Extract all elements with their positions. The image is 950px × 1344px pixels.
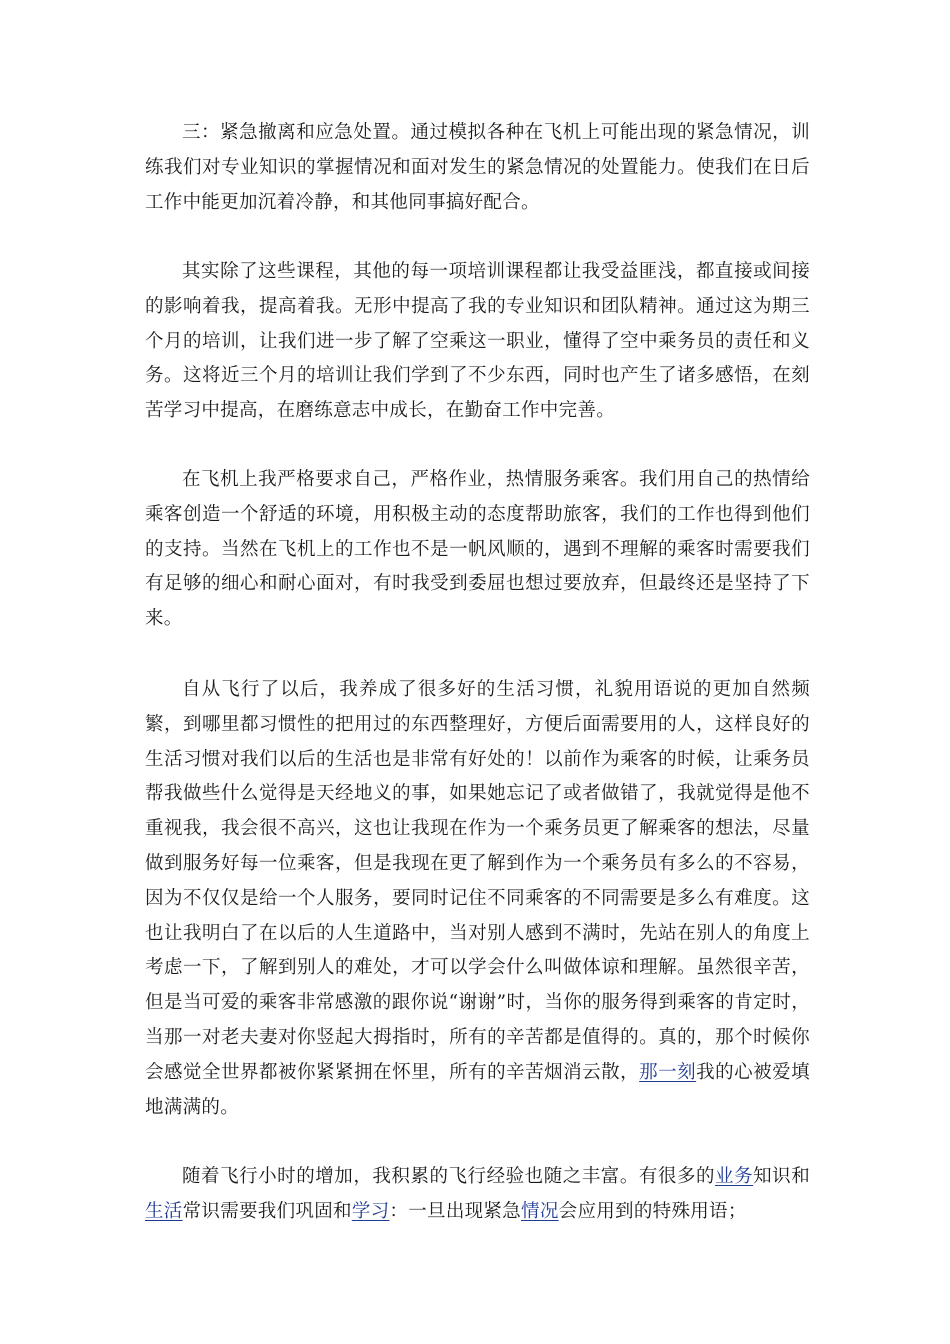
link-that-moment[interactable]: 那一刻 bbox=[639, 1061, 697, 1083]
paragraph-life-habits bbox=[145, 673, 810, 1125]
paragraph-text: 知识和 bbox=[753, 1166, 810, 1187]
link-situation[interactable]: 情况 bbox=[521, 1200, 559, 1222]
paragraph-text: 我的心被爱填地满满的。 bbox=[145, 1061, 810, 1118]
paragraph-emergency-evacuation: 三：紧急撤离和应急处置。通过模拟各种在飞机上可能出现的紧急情况，训练我们对专业知识的掌握情况和面对发生的紧急情况的处置能力。使我们在日后工作中能更加沉着冷静，和其他同事搞好配合。 bbox=[145, 122, 810, 213]
link-life[interactable]: 生活 bbox=[145, 1200, 183, 1222]
paragraph-text: 常识需要我们巩固和 bbox=[182, 1200, 352, 1222]
paragraph-flight-experience bbox=[145, 1160, 810, 1230]
link-study[interactable]: 学习 bbox=[351, 1200, 390, 1222]
link-business[interactable]: 业务 bbox=[715, 1166, 754, 1187]
paragraph-text: 会应用到的特殊用语； bbox=[558, 1200, 747, 1222]
paragraph-onboard-service: 在飞机上我严格要求自己，严格作业，热情服务乘客。我们用自己的热情给乘客创造一个舒适的环境，用积极主动的态度帮助旅客，我们的工作也得到他们的支持。当然在飞机上的工作也不是一帆风顺的，遇到不理解的乘客时需要我们有足够的细心和耐心面对，有时我受到委屈也想过要放弃，但最终还是坚持了下来。 bbox=[145, 469, 810, 630]
paragraph-text: ：一旦出现紧急 bbox=[389, 1200, 522, 1222]
paragraph-text: 自从飞行了以后，我养成了很多好的生活习惯，礼貌用语说的更加自然频繁，到哪里都习惯性的把用过的东西整理好，方便后面需要用的人，这样良好的生活习惯对我们以后的生活也是非常有好处的！以前作为乘客的时候，让乘务员帮我做些什么觉得是天经地义的事，如果她忘记了或者做错了，我就觉得是他不重视我，我会很不高兴，这也让我现在作为一个乘务员更了解乘客的想法，尽量做到服务好每一位乘客，但是我现在更了解到作为一个乘务员有多么的不容易，因为不仅仅是给一个人服务，要同时记住不同乘客的不同需要是多么有难度。这也让我明白了在以后的人生道路中，当对别人感到不满时，先站在别人的角度上考虑一下，了解到别人的难处，才可以学会什么叫做体谅和理解。虽然很辛苦，但是当可爱的乘客非常感激的跟你说“谢谢”时，当你的服务得到乘客的肯定时，当那一对老夫妻对你竖起大拇指时，所有的辛苦都是值得的。真的，那个时候你会感觉全世界都被你紧紧拥在怀里，所有的辛苦烟消云散， bbox=[145, 679, 810, 1083]
paragraph-training-benefits: 其实除了这些课程，其他的每一项培训课程都让我受益匪浅，都直接或间接的影响着我，提高着我。无形中提高了我的专业知识和团队精神。通过这为期三个月的培训，让我们进一步了解了空乘这一职业，懂得了空中乘务员的责任和义务。这将近三个月的培训让我们学到了不少东西，同时也产生了诸多感悟，在刻苦学习中提高，在磨练意志中成长，在勤奋工作中完善。 bbox=[145, 261, 810, 422]
paragraph-text: 随着飞行小时的增加，我积累的飞行经验也随之丰富。有很多的 bbox=[182, 1166, 716, 1187]
